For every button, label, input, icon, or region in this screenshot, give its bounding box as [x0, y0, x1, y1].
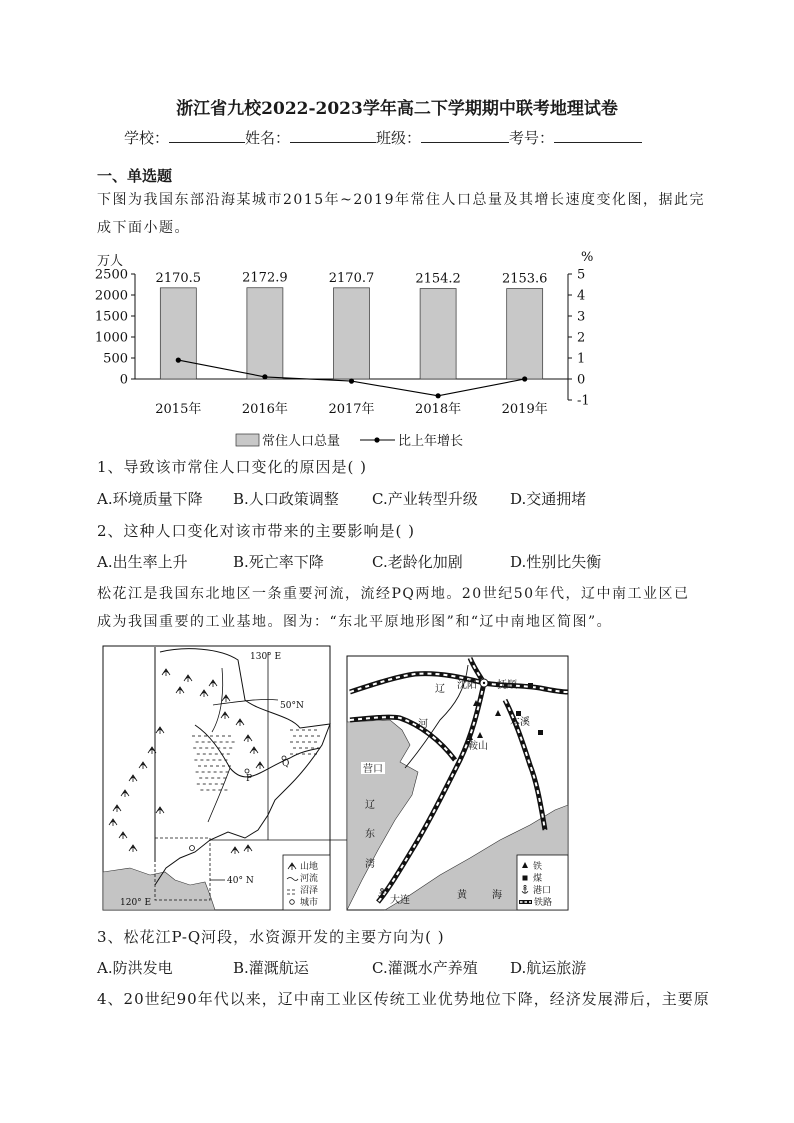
category-label: 2019年	[501, 402, 548, 417]
left-axis-tick-label: 1000	[94, 330, 128, 346]
legend-city-icon	[290, 900, 295, 905]
exam-no-label: 考号：	[509, 129, 555, 147]
school-blank	[169, 127, 245, 143]
question-3-option-a: A.防洪发电	[97, 959, 173, 977]
maps-figure	[100, 640, 575, 915]
question-2-option-c: C.老龄化加剧	[372, 553, 463, 571]
name-label: 姓名：	[245, 129, 291, 147]
question-2-option-b: B.死亡率下降	[233, 553, 324, 571]
growth-point-2019年	[522, 376, 527, 381]
intro2-line2: 成为我国重要的工业基地。图为：“东北平原地形图”和“辽中南地区简图”。	[97, 614, 613, 630]
category-label: 2015年	[155, 402, 202, 417]
city-marker	[190, 846, 195, 851]
dalian-label: 大连	[390, 895, 410, 906]
legend-mountain-label: 山地	[300, 862, 319, 872]
question-1-option-d: D.交通拥堵	[510, 490, 587, 508]
question-1-option-a: A.环境质量下降	[97, 490, 203, 508]
question-1-option-c: C.产业转型升级	[372, 490, 478, 508]
question-3-option-c: C.灌溉水产养殖	[372, 959, 478, 977]
shenyang-label: 沈阳	[457, 680, 477, 691]
coal-icon	[538, 730, 543, 735]
coal-icon	[516, 711, 521, 716]
right-axis-tick-label: 1	[577, 351, 586, 367]
lon-120-label: 120° E	[120, 898, 152, 908]
river-label-liao: 辽	[435, 684, 445, 695]
left-axis-tick-label: 500	[103, 351, 128, 367]
lat-50-label: 50°N	[280, 701, 304, 711]
question-1-stem: 1、导致该市常住人口变化的原因是( )	[97, 458, 368, 476]
question-2-option-d: D.性别比失衡	[510, 553, 602, 571]
question-2-stem: 2、这种人口变化对该市带来的主要影响是( )	[97, 522, 416, 540]
question-1-option-b: B.人口政策调整	[233, 490, 339, 508]
right-axis-tick-label: 0	[577, 372, 586, 388]
class-blank	[421, 127, 509, 143]
liaozhongnan-map	[347, 656, 568, 910]
legend-line-label: 比上年增长	[398, 434, 464, 449]
left-axis-unit: 万人	[97, 254, 124, 269]
gulf-label-wan: 湾	[365, 859, 375, 870]
exam-no-blank	[554, 127, 642, 143]
legend-railway-label: 铁路	[534, 898, 553, 908]
question-3-option-d: D.航运旅游	[510, 959, 587, 977]
right-axis-tick-label: 3	[577, 309, 586, 325]
legend-iron-label: 铁	[533, 862, 543, 872]
growth-point-2015年	[176, 358, 181, 363]
lat-40-label: 40° N	[227, 876, 254, 886]
yingkou-label: 营口	[363, 764, 383, 775]
point-q-label: Q	[282, 759, 290, 769]
intro2-line1: 松花江是我国东北地区一条重要河流，流经PQ两地。20世纪50年代，辽中南工业区已	[97, 586, 690, 602]
left-axis-tick-label: 0	[119, 372, 128, 388]
right-axis-tick-label: 4	[577, 288, 586, 304]
bar-2018年	[420, 289, 456, 379]
benxi-label: 本溪	[510, 717, 530, 728]
legend-line-dot	[374, 437, 379, 442]
fushun-label: 抚顺	[497, 680, 517, 691]
right-axis-unit: %	[581, 250, 594, 265]
question-3-stem: 3、松花江P-Q河段，水资源开发的主要方向为( )	[97, 928, 445, 946]
page-title: 浙江省九校2022-2023学年高二下学期期中联考地理试卷	[176, 99, 618, 119]
bar-2017年	[334, 288, 370, 379]
anshan-label: 鞍山	[468, 741, 488, 752]
left-axis-tick-label: 2500	[94, 267, 128, 283]
legend-port-label: 港口	[533, 886, 552, 896]
shenyang-city-dot	[483, 682, 485, 684]
legend-river-label: 河流	[300, 874, 319, 884]
category-label: 2016年	[241, 402, 288, 417]
point-p-label: P	[246, 774, 253, 784]
legend-coal-icon	[523, 876, 528, 881]
legend-marsh-label: 沼泽	[300, 886, 319, 896]
growth-point-2018年	[436, 393, 441, 398]
growth-point-2016年	[262, 374, 267, 379]
question-2-option-a: A.出生率上升	[97, 553, 188, 571]
right-axis-tick-label: -1	[577, 393, 590, 409]
sea-label-hai: 海	[492, 890, 502, 901]
category-label: 2017年	[328, 402, 375, 417]
question-4-stem: 4、20世纪90年代以来，辽中南工业区传统工业优势地位下降，经济发展滞后，主要原	[97, 990, 710, 1008]
left-axis-tick-label: 1500	[94, 309, 128, 325]
left-axis-tick-label: 2000	[94, 288, 128, 304]
class-label: 班级：	[376, 129, 422, 147]
sea-label-huang: 黄	[457, 890, 467, 901]
right-axis-tick-label: 5	[577, 267, 586, 283]
coal-icon	[528, 683, 533, 688]
school-label: 学校：	[124, 129, 170, 147]
bar-2019年	[507, 289, 543, 379]
legend-bar-label: 常住人口总量	[262, 434, 341, 449]
legend-bar-swatch	[236, 434, 259, 446]
intro1-line1: 下图为我国东部沿海某城市2015年~2019年常住人口总量及其增长速度变化图，据此完	[97, 192, 705, 208]
right-axis-tick-label: 2	[577, 330, 586, 346]
bar-value-label: 2154.2	[415, 271, 461, 287]
river-label-he: 河	[418, 719, 428, 730]
legend-coal-label: 煤	[533, 874, 543, 884]
student-info-line	[124, 127, 642, 148]
bar-2016年	[247, 288, 283, 379]
gulf-label-dong: 东	[365, 829, 375, 840]
northeast-terrain-map	[103, 646, 347, 910]
point-p-marker	[245, 769, 249, 773]
name-blank	[290, 127, 376, 143]
gulf-label-liao: 辽	[365, 800, 375, 811]
question-3-option-b: B.灌溉航运	[233, 959, 309, 977]
bar-value-label: 2172.9	[242, 270, 288, 286]
intro1-line2: 成下面小题。	[97, 220, 190, 236]
bar-value-label: 2170.7	[328, 270, 375, 286]
category-label: 2018年	[415, 402, 462, 417]
legend-city-label: 城市	[300, 898, 319, 908]
lon-130-label: 130° E	[250, 652, 282, 662]
growth-point-2017年	[349, 379, 354, 384]
bar-2015年	[160, 288, 196, 379]
population-chart	[90, 245, 610, 460]
bar-value-label: 2153.6	[501, 271, 548, 287]
section-heading: 一、单选题	[97, 167, 173, 185]
bar-value-label: 2170.5	[155, 270, 202, 286]
